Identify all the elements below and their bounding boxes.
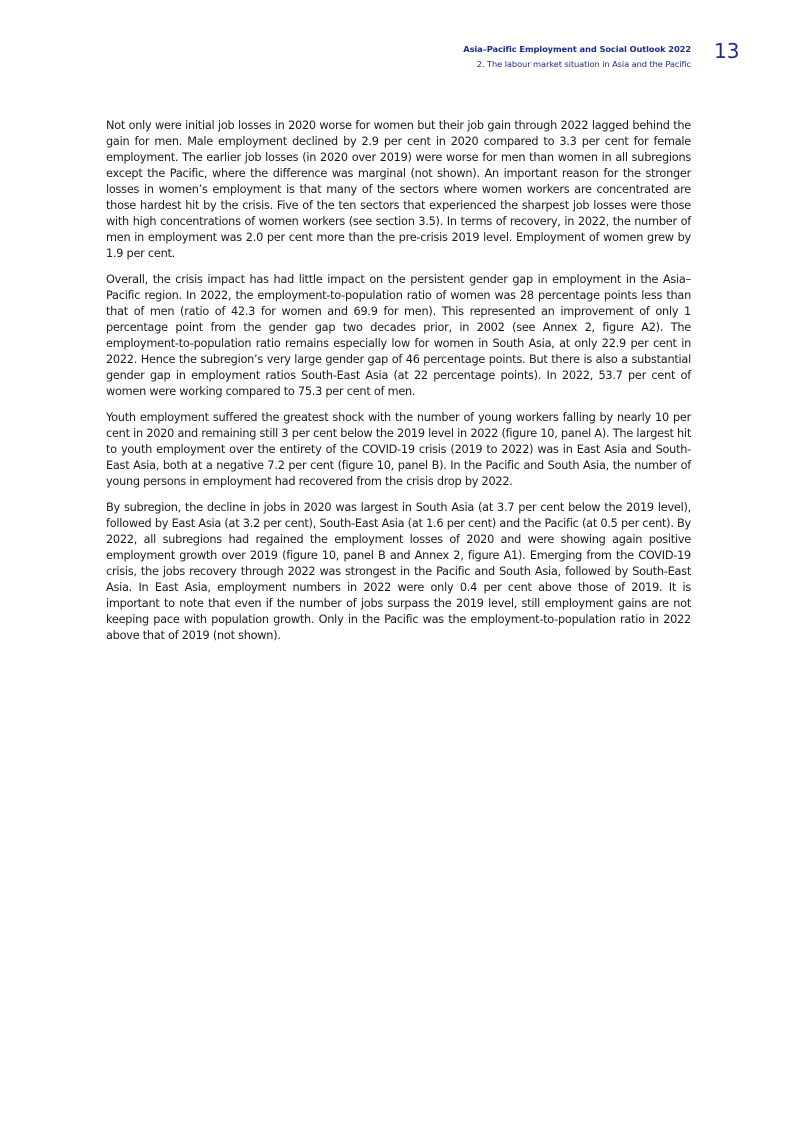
- paragraph-subregion-decline: By subregion, the decline in jobs in 2020 was largest in South Asia (at 3.7 per cent below the 2019 level), followed by East Asia (at 3.2 per cent), South-East Asia (at 1.6 per cent) and the Pacific (at 0.5 per cent). By 2022, all subregions had regained the employment losses of 2020 and were showing again positive employment growth over 2019 (figure 10, panel B and Annex 2, figure A1). Emerging from the COVID-19 crisis, the jobs recovery through 2022 was strongest in the Pacific and South Asia, followed by South-East Asia. In East Asia, employment numbers in 2022 were only 0.4 per cent above those of 2019. It is important to note that even if the number of jobs surpass the 2019 level, still employment gains are not keeping pace with population growth. Only in the Pacific was the employment-to-population ratio in 2022 above that of 2019 (not shown).: [106, 501, 691, 642]
- body-text: [106, 118, 691, 654]
- chapter-title: 2. The labour market situation in Asia and the Pacific: [476, 59, 691, 69]
- paragraph-youth-employment: Youth employment suffered the greatest shock with the number of young workers falling by nearly 10 per cent in 2020 and remaining still 3 per cent below the 2019 level in 2022 (figure 10, panel A). The largest hit to youth employment over the entirety of the COVID-19 crisis (2019 to 2022) was in East Asia and South-East Asia, both at a negative 7.2 per cent (figure 10, panel B). In the Pacific and South Asia, the number of young persons in employment had recovered from the crisis drop by 2022.: [106, 411, 691, 488]
- publication-title: Asia–Pacific Employment and Social Outlook 2022: [463, 44, 691, 54]
- paragraph-gender-job-losses: Not only were initial job losses in 2020 worse for women but their job gain through 2022 lagged behind the gain for men. Male employment declined by 2.9 per cent in 2020 compared to 3.3 per cent for female employment. The earlier job losses (in 2020 over 2019) were worse for men than women in all subregions except the Pacific, where the difference was marginal (not shown). An important reason for the stronger losses in women’s employment is that many of the sectors where women workers are concentrated are those hardest hit by the crisis. Five of the ten sectors that experienced the sharpest job losses were those with high concentrations of women workers (see section 3.5). In terms of recovery, in 2022, the number of men in employment was 2.0 per cent more than the pre-crisis 2019 level. Employment of women grew by 1.9 per cent.: [106, 119, 691, 260]
- paragraph-gender-gap: Overall, the crisis impact has had little impact on the persistent gender gap in employment in the Asia–Pacific region. In 2022, the employment-to-population ratio of women was 28 percentage points less than that of men (ratio of 42.3 for women and 69.9 for men). This represented an improvement of only 1 percentage point from the gender gap two decades prior, in 2002 (see Annex 2, figure A2). The employment-to-population ratio remains especially low for women in South Asia, at only 22.9 per cent in 2022. Hence the subregion’s very large gender gap of 46 percentage points. But there is also a substantial gender gap in employment ratios South-East Asia (at 22 percentage points). In 2022, 53.7 per cent of women were working compared to 75.3 per cent of men.: [106, 273, 691, 398]
- running-header: [463, 43, 691, 71]
- page-number: 13: [714, 39, 740, 63]
